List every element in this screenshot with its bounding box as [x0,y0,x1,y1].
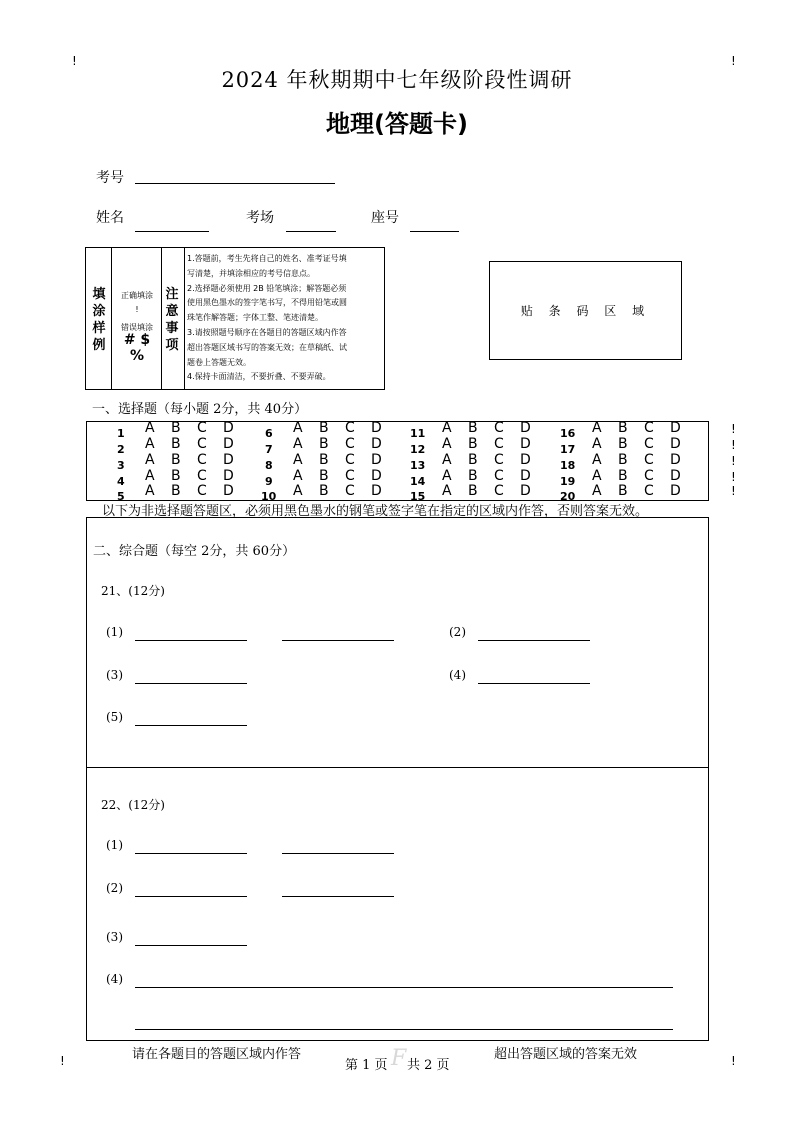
corner-mark-tr: ! [731,54,736,68]
choice-bubble[interactable]: A [293,420,303,436]
choice-bubble[interactable]: D [670,436,681,452]
choice-bubble[interactable]: D [520,468,531,484]
choice-bubble[interactable]: A [442,452,452,468]
choice-bubble[interactable]: C [494,420,504,436]
question-number: 18 [560,459,576,472]
note-line: 写清楚，并填涂相应的考号信息点。 [187,268,315,278]
choice-bubble[interactable]: C [345,436,355,452]
q21-item-label: (1) [106,625,123,639]
q21-item-label: (3) [106,668,123,682]
q22-answer-line[interactable] [282,852,394,854]
choice-bubble[interactable]: B [618,483,628,499]
choice-bubble[interactable]: C [494,436,504,452]
choice-bubble[interactable]: D [670,420,681,436]
choice-bubble[interactable]: C [644,483,654,499]
note-line: 珠笔作解答题；字体工整、笔迹清楚。 [187,313,323,323]
choice-bubble[interactable]: C [644,452,654,468]
choice-bubble[interactable]: A [592,452,602,468]
choice-bubble[interactable]: B [171,452,181,468]
question-number: 2 [117,443,125,456]
choice-bubble[interactable]: C [644,468,654,484]
side-mark-2: ! [731,438,736,452]
question-number: 9 [265,475,273,488]
choice-bubble[interactable]: D [371,436,382,452]
corner-mark-tl: ! [72,54,77,68]
name-label: 姓名 [96,210,124,226]
q22-answer-line[interactable] [282,895,394,897]
note-line: 超出答题区域书写的答案无效；在草稿纸、试 [187,342,347,352]
choice-bubble[interactable]: D [371,420,382,436]
q22-item-label: (4) [106,972,123,986]
choice-bubble[interactable]: A [592,483,602,499]
choice-bubble[interactable]: B [468,420,478,436]
choice-bubble[interactable]: D [520,483,531,499]
choice-bubble[interactable]: D [371,483,382,499]
choice-bubble[interactable]: B [468,468,478,484]
question-number: 1 [117,427,125,440]
q22-answer-line[interactable] [135,986,673,988]
choice-bubble[interactable]: A [592,420,602,436]
choice-bubble[interactable]: C [644,420,654,436]
page-title: 2024 年秋期期中七年级阶段性调研 [221,68,573,92]
choice-bubble[interactable]: A [293,452,303,468]
non-choice-notice: 以下为非选择题答题区，必须用黑色墨水的钢笔或签字笔在指定的区域内作答，否则答案无效。 [102,504,649,519]
choice-bubble[interactable]: C [197,468,207,484]
choice-bubble[interactable]: A [145,436,155,452]
seat-label: 座号 [371,210,399,226]
instruction-box [85,247,385,390]
question-number: 8 [265,459,273,472]
choice-bubble[interactable]: D [670,468,681,484]
q22-answer-line[interactable] [135,944,247,946]
q22-label: 22、(12分) [101,798,165,812]
choice-bubble[interactable]: B [171,483,181,499]
wrong-fill-label: 错误填涂 [121,323,153,332]
exam-no-field[interactable] [135,182,335,184]
box-divider [161,248,162,389]
footer-right-note: 超出答题区域的答案无效 [494,1047,638,1062]
choice-bubble[interactable]: D [223,420,234,436]
q22-answer-line[interactable] [135,1028,673,1030]
q21-answer-line[interactable] [478,682,590,684]
question-number: 12 [410,443,426,456]
choice-bubble[interactable]: D [371,468,382,484]
barcode-area: 贴 条 码 区 域 [489,261,682,360]
choice-bubble[interactable]: B [319,436,329,452]
multiple-choice-box [86,421,709,501]
question-number: 13 [410,459,426,472]
choice-bubble[interactable]: A [145,468,155,484]
question-number: 17 [560,443,576,456]
fill-example-label: 填涂样例 [92,287,106,353]
choice-bubble[interactable]: B [468,452,478,468]
choice-bubble[interactable]: D [223,436,234,452]
question-divider [86,767,709,768]
correct-fill-label: 正确填涂 [121,291,153,300]
choice-bubble[interactable]: C [345,468,355,484]
choice-bubble[interactable]: D [223,483,234,499]
choice-bubble[interactable]: B [618,420,628,436]
note-line: 使用黑色墨水的签字笔书写，不得用铅笔或圆 [187,298,347,308]
page-subtitle: 地理(答题卡) [326,110,468,138]
question-number: 5 [117,490,125,503]
choice-bubble[interactable]: A [442,468,452,484]
room-label: 考场 [246,210,274,226]
choice-bubble[interactable]: B [468,483,478,499]
side-mark-4: ! [731,470,736,484]
choice-bubble[interactable]: C [494,452,504,468]
choice-bubble[interactable]: D [223,468,234,484]
choice-bubble[interactable]: C [494,468,504,484]
section2-title: 二、综合题（每空 2分，共 60分） [93,544,296,559]
choice-bubble[interactable]: D [223,452,234,468]
choice-bubble[interactable]: B [618,436,628,452]
choice-bubble[interactable]: D [520,436,531,452]
choice-bubble[interactable]: D [670,483,681,499]
choice-bubble[interactable]: B [319,483,329,499]
question-number: 19 [560,475,576,488]
q21-item-label: (2) [449,625,466,639]
choice-bubble[interactable]: C [197,483,207,499]
choice-bubble[interactable]: B [319,468,329,484]
watermark-letter: F [391,1046,407,1071]
choice-bubble[interactable]: B [319,452,329,468]
q22-item-label: (1) [106,838,123,852]
q22-item-label: (3) [106,930,123,944]
question-number: 16 [560,427,576,440]
q21-answer-line[interactable] [135,682,247,684]
note-line: 4.保持卡面清洁，不要折叠、不要弄破。 [187,372,331,382]
choice-bubble[interactable]: D [520,452,531,468]
q21-item-label: (5) [106,710,123,724]
q21-answer-line[interactable] [135,724,247,726]
footer-left-note: 请在各题目的答题区域内作答 [132,1047,302,1062]
question-number: 11 [410,427,426,440]
choice-bubble[interactable]: A [293,468,303,484]
choice-bubble[interactable]: C [345,483,355,499]
choice-bubble[interactable]: C [345,420,355,436]
section1-title: 一、选择题（每小题 2分，共 40分） [92,402,308,417]
choice-bubble[interactable]: B [468,436,478,452]
question-number: 7 [265,443,273,456]
choice-bubble[interactable]: A [145,452,155,468]
question-number: 14 [410,475,426,488]
choice-bubble[interactable]: A [592,468,602,484]
box-divider [184,248,185,389]
question-number: 20 [560,490,576,503]
question-number: 3 [117,459,125,472]
choice-bubble[interactable]: D [371,452,382,468]
choice-bubble[interactable]: C [345,452,355,468]
q21-answer-line[interactable] [478,639,590,641]
q22-item-label: (2) [106,881,123,895]
wrong-fill-marks: # $ % [123,332,151,364]
note-line: 3.请按照题号顺序在各题目的答题区域内作答 [187,327,347,337]
corner-mark-br: ! [731,1054,736,1068]
choice-bubble[interactable]: A [442,420,452,436]
question-number: 4 [117,475,125,488]
question-number: 6 [265,427,273,440]
q22-answer-line[interactable] [135,895,247,897]
box-divider [111,248,112,389]
choice-bubble[interactable]: A [592,436,602,452]
note-line: 1.答题前，考生先将自己的姓名、准考证号填 [187,254,347,263]
choice-bubble[interactable]: D [520,420,531,436]
choice-bubble[interactable]: D [670,452,681,468]
choice-bubble[interactable]: C [644,436,654,452]
choice-bubble[interactable]: A [442,436,452,452]
note-line: 2.选择题必须使用 2B 铅笔填涂；解答题必须 [187,283,347,293]
notes-list [187,252,385,385]
choice-bubble[interactable]: B [618,452,628,468]
choice-bubble[interactable]: A [145,483,155,499]
choice-bubble[interactable]: C [197,436,207,452]
q21-answer-line[interactable] [135,639,247,641]
choice-bubble[interactable]: B [171,420,181,436]
seat-field[interactable] [410,230,459,232]
notes-label: 注意事项 [165,287,179,353]
correct-fill-mark: ! [135,305,139,314]
choice-bubble[interactable]: A [293,436,303,452]
note-line: 题卷上答题无效。 [187,357,251,367]
page-total: 共 2 页 [407,1058,450,1073]
corner-mark-bl: ! [60,1054,65,1068]
choice-bubble[interactable]: A [442,483,452,499]
question-number: 15 [410,490,426,503]
choice-bubble[interactable]: C [197,420,207,436]
choice-bubble[interactable]: B [319,420,329,436]
exam-no-label: 考号 [96,170,124,186]
choice-bubble[interactable]: C [494,483,504,499]
choice-bubble[interactable]: C [197,452,207,468]
choice-bubble[interactable]: A [293,483,303,499]
answer-area [86,517,709,1041]
q21-item-label: (4) [449,668,466,682]
q21-label: 21、(12分) [101,584,165,598]
question-number: 10 [261,490,277,503]
choice-bubble[interactable]: B [171,436,181,452]
choice-bubble[interactable]: B [618,468,628,484]
room-field[interactable] [286,230,336,232]
side-mark-1: ! [731,422,736,436]
page-number: 第 1 页 [345,1058,388,1073]
choice-bubble[interactable]: A [145,420,155,436]
side-mark-3: ! [731,454,736,468]
choice-bubble[interactable]: B [171,468,181,484]
name-field[interactable] [135,230,209,232]
side-mark-5: ! [731,484,736,498]
q22-answer-line[interactable] [135,852,247,854]
q21-answer-line[interactable] [282,639,394,641]
